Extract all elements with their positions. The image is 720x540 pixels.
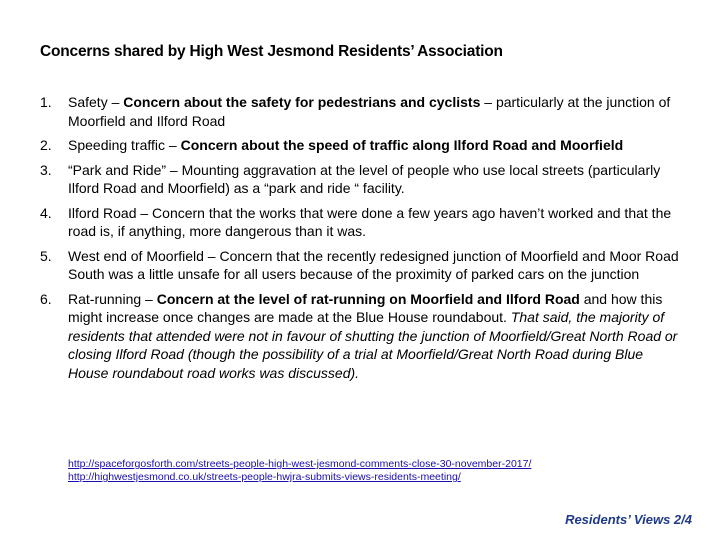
item-lead: Safety –	[68, 94, 124, 110]
concern-item-3	[40, 161, 680, 198]
source-link-2[interactable]: http://highwestjesmond.co.uk/streets-people-hwjra-submits-views-residents-meeting/	[68, 471, 461, 483]
concern-item-2	[40, 136, 680, 155]
item-number: 5.	[40, 247, 52, 264]
concern-item-6	[40, 290, 680, 383]
item-number: 1.	[40, 94, 52, 110]
item-lead: “Park and Ride” – Mounting aggravation at the level of people who use local streets (particularly Ilford Road and Moorfield) as a “park and ride “ facility.	[68, 161, 661, 196]
slide-title: Concerns shared by High West Jesmond Residents’ Association	[40, 43, 503, 60]
concerns-list	[40, 93, 680, 382]
item-lead: Speeding traffic –	[68, 137, 181, 153]
item-bold: Concern about the safety for pedestrians and cyclists	[123, 94, 481, 110]
item-rest: and how this might increase once changes are made at the Blue House roundabout.	[68, 290, 663, 325]
source-link-1[interactable]: http://spaceforgosforth.com/streets-people-high-west-jesmond-comments-close-30-november-2017/	[68, 458, 532, 470]
source-links	[68, 458, 531, 484]
item-italic: That said, the majority of residents that attended were not in favour of shutting the junction of Moorfield/Great North Road or closing Ilford Road (though the possibility of a trial at Moorfield/Great North Road during Blue House roundabout road works was discussed).	[68, 309, 678, 381]
item-lead: Ilford Road – Concern that the works that were done a few years ago haven’t worked and that the road is, if anything, more dangerous than it was.	[68, 204, 672, 239]
concern-item-1	[40, 93, 680, 130]
item-number: 6.	[40, 290, 52, 307]
concern-item-5	[40, 247, 680, 284]
item-bold: Concern about the speed of traffic along Ilford Road and Moorfield	[180, 137, 624, 153]
item-number: 2.	[40, 137, 52, 153]
item-bold: Concern at the level of rat-running on Moorfield and Ilford Road	[156, 290, 580, 307]
item-rest: – particularly at the junction of Moorfield and Ilford Road	[68, 94, 671, 129]
item-number: 3.	[40, 161, 52, 178]
footer-page-label: Residents’ Views 2/4	[565, 512, 692, 527]
item-number: 4.	[40, 204, 52, 221]
item-lead: Rat-running –	[68, 290, 157, 307]
item-lead: West end of Moorfield – Concern that the recently redesigned junction of Moorfield and Moor Road South was a little unsafe for all users because of the proximity of parked cars on the junction	[68, 247, 679, 282]
concern-item-4	[40, 204, 680, 241]
